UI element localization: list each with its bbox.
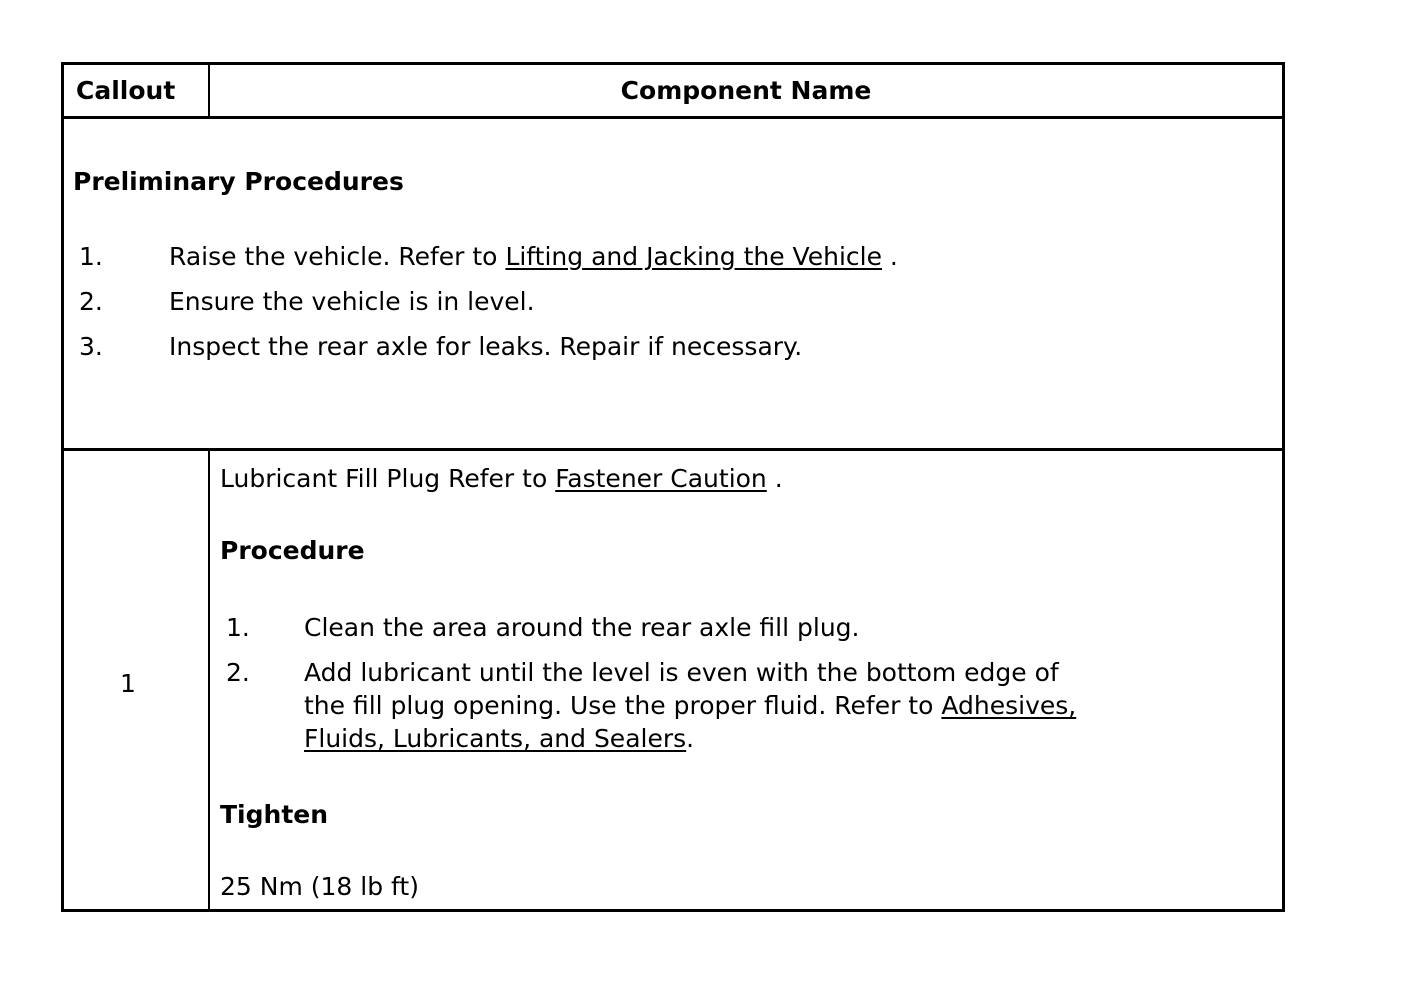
component-name-line (220, 464, 783, 493)
step-text-line-3 (304, 724, 694, 753)
component-name-after: . (766, 464, 783, 493)
step-number: 1. (79, 242, 103, 271)
adhesives-link[interactable]: Adhesives, (941, 691, 1077, 720)
callout-number: 1 (120, 669, 136, 698)
step-text-after: . (881, 242, 898, 271)
procedure-title: Procedure (220, 536, 365, 565)
table-header-row (64, 65, 1282, 119)
component-table (61, 62, 1285, 912)
torque-value: 25 Nm (18 lb ft) (220, 872, 419, 901)
component-name: Lubricant Fill Plug Refer to (220, 464, 556, 493)
step-text: Raise the vehicle. Refer to (169, 242, 506, 271)
lifting-jacking-link[interactable]: Lifting and Jacking the Vehicle (505, 242, 882, 271)
table-row (64, 451, 1282, 909)
preliminary-procedures-section (64, 119, 1282, 451)
step-text: Clean the area around the rear axle fill plug. (304, 613, 860, 642)
step-text-line-2 (304, 691, 1076, 720)
step-number: 2. (79, 287, 103, 316)
header-component-name: Component Name (620, 76, 872, 105)
fluids-lubricants-sealers-link[interactable]: Fluids, Lubricants, and Sealers (304, 724, 687, 753)
tighten-title: Tighten (220, 800, 329, 829)
preliminary-title: Preliminary Procedures (73, 167, 404, 196)
step-text: Inspect the rear axle for leaks. Repair if necessary. (169, 332, 803, 361)
step-number: 3. (79, 332, 103, 361)
fastener-caution-link[interactable]: Fastener Caution (555, 464, 767, 493)
step-text-line-1: Add lubricant until the level is even with the bottom edge of (304, 658, 1059, 687)
step-number: 2. (226, 658, 250, 687)
component-cell (210, 451, 1282, 909)
header-callout: Callout (64, 65, 210, 116)
callout-cell (64, 451, 210, 909)
step-text-after: . (686, 724, 695, 753)
step-number: 1. (226, 613, 250, 642)
step-text: Ensure the vehicle is in level. (169, 287, 535, 316)
step-text: the fill plug opening. Use the proper fluid. Refer to (304, 691, 942, 720)
